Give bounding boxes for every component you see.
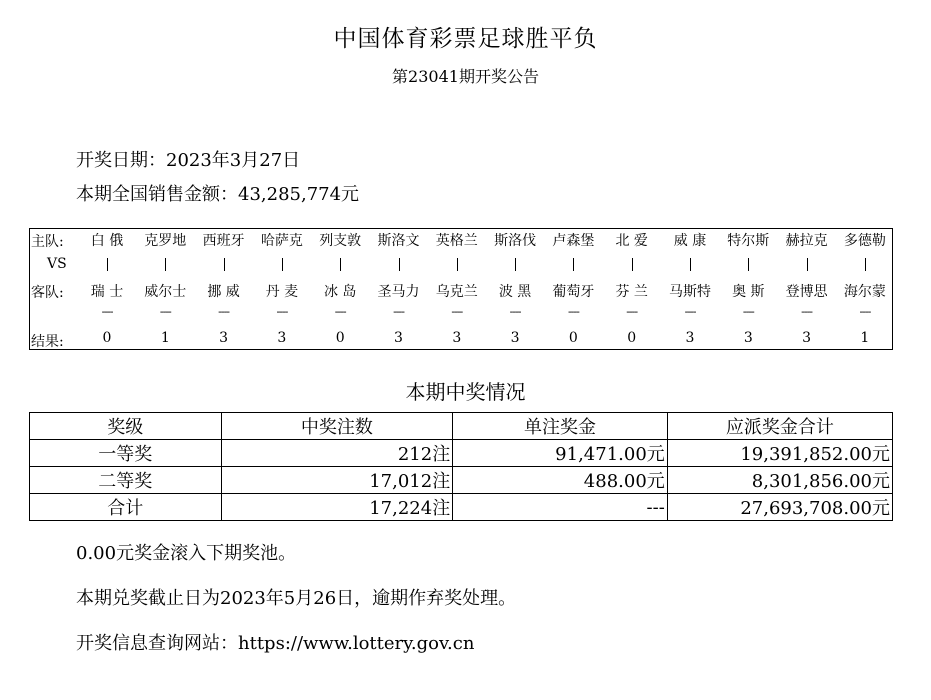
vs-separator	[690, 258, 691, 271]
home-team: 北 爱	[615, 233, 648, 249]
match-result: 3	[510, 330, 520, 346]
dash-separator: ----	[684, 305, 696, 318]
vs-separator	[807, 258, 808, 271]
winner-count: 17,012注	[221, 467, 453, 494]
header-unit-prize: 单注奖金	[453, 413, 668, 440]
vs-separator	[515, 258, 516, 271]
away-team: 乌克兰	[435, 284, 478, 300]
match-result: 0	[627, 330, 637, 346]
match-result: 3	[452, 330, 462, 346]
total-prize: 8,301,856.00元	[667, 467, 892, 494]
match-result: 3	[743, 330, 753, 346]
home-team: 白 俄	[90, 233, 124, 249]
away-team: 波 黑	[498, 284, 532, 300]
vs-separator	[632, 258, 633, 271]
home-team: 列支敦	[319, 233, 362, 249]
away-team: 挪 威	[207, 284, 240, 300]
match-result: 1	[860, 330, 870, 346]
away-team: 海尔蒙	[843, 284, 886, 300]
result-row-label: 结果:	[31, 334, 64, 350]
total-prize: 19,391,852.00元	[667, 440, 892, 467]
header-total-prize: 应派奖金合计	[667, 413, 892, 440]
dash-separator: ----	[451, 305, 463, 318]
prize-section-title: 本期中奖情况	[405, 380, 526, 404]
page-title: 中国体育彩票足球胜平负	[333, 26, 598, 52]
home-team: 斯洛伐	[494, 233, 537, 249]
away-team: 芬 兰	[615, 284, 648, 300]
away-team: 威尔士	[144, 284, 187, 300]
prize-level: 合计	[30, 494, 222, 521]
header-level: 奖级	[30, 413, 222, 440]
deadline-note: 本期兑奖截止日为2023年5月26日，逾期作弃奖处理。	[76, 588, 517, 609]
table-row	[30, 467, 893, 494]
away-team: 瑞 士	[90, 284, 124, 300]
vs-separator	[282, 258, 283, 271]
home-team: 斯洛文	[377, 233, 420, 249]
home-team: 威 康	[673, 233, 707, 249]
match-result: 3	[277, 330, 287, 346]
away-team: 圣马力	[377, 284, 420, 300]
match-result: 3	[685, 330, 695, 346]
home-team: 多德勒	[843, 233, 886, 249]
home-team: 克罗地	[144, 233, 187, 249]
away-team: 葡萄牙	[552, 284, 595, 300]
home-team: 哈萨克	[260, 233, 303, 249]
winner-count: 17,224注	[221, 494, 453, 521]
away-team: 冰 岛	[323, 284, 357, 300]
vs-row-label: VS	[47, 256, 67, 272]
match-result: 0	[335, 330, 345, 346]
match-result: 0	[102, 330, 112, 346]
unit-prize: 488.00元	[453, 467, 668, 494]
dash-separator: ----	[626, 305, 638, 318]
prize-level: 一等奖	[30, 440, 222, 467]
total-prize: 27,693,708.00元	[667, 494, 892, 521]
home-team: 英格兰	[435, 233, 478, 249]
vs-separator	[107, 258, 108, 271]
dash-separator: ----	[742, 305, 754, 318]
website-note: 开奖信息查询网站：https://www.lottery.gov.cn	[76, 633, 475, 654]
prize-level: 二等奖	[30, 467, 222, 494]
away-team: 登博思	[785, 284, 828, 300]
match-result: 3	[394, 330, 403, 346]
vs-separator	[224, 258, 225, 271]
match-result: 0	[568, 330, 578, 346]
dash-separator: ----	[393, 305, 404, 318]
sales-amount: 本期全国销售金额：43,285,774元	[76, 184, 360, 205]
away-team: 马斯特	[669, 284, 711, 300]
away-team: 丹 麦	[265, 284, 299, 300]
winner-count: 212注	[221, 440, 453, 467]
dash-separator: ----	[276, 305, 288, 318]
match-result: 3	[802, 330, 812, 346]
dash-separator: ----	[509, 305, 521, 318]
issue-subtitle: 第23041期开奖公告	[392, 67, 539, 86]
home-team: 赫拉克	[785, 233, 828, 249]
unit-prize: ---	[453, 494, 668, 521]
header-count: 中奖注数	[221, 413, 453, 440]
vs-separator	[340, 258, 341, 271]
away-row-label: 客队:	[31, 285, 64, 301]
home-row-label: 主队:	[31, 234, 64, 250]
vs-separator	[399, 258, 400, 271]
prize-header-row	[30, 413, 893, 440]
prize-table	[29, 412, 893, 521]
match-result: 1	[160, 330, 170, 346]
vs-separator	[573, 258, 574, 271]
dash-separator: ----	[801, 305, 813, 318]
dash-separator: ----	[218, 305, 230, 318]
vs-separator	[748, 258, 749, 271]
vs-separator	[865, 258, 866, 271]
match-table	[29, 228, 893, 350]
home-team: 西班牙	[202, 233, 245, 249]
dash-separator: ----	[567, 305, 579, 318]
dash-separator: ----	[101, 305, 113, 318]
match-result: 3	[219, 330, 229, 346]
dash-separator: ----	[334, 305, 346, 318]
draw-date: 开奖日期：2023年3月27日	[76, 150, 301, 171]
rollover-note: 0.00元奖金滚入下期奖池。	[76, 543, 297, 564]
away-team: 奥 斯	[732, 284, 765, 300]
table-row	[30, 440, 893, 467]
table-row	[30, 494, 893, 521]
dash-separator: ----	[159, 305, 171, 318]
vs-separator	[457, 258, 458, 271]
home-team: 特尔斯	[727, 233, 770, 249]
vs-separator	[165, 258, 166, 271]
home-team: 卢森堡	[552, 233, 595, 249]
unit-prize: 91,471.00元	[453, 440, 668, 467]
dash-separator: ----	[859, 305, 871, 318]
